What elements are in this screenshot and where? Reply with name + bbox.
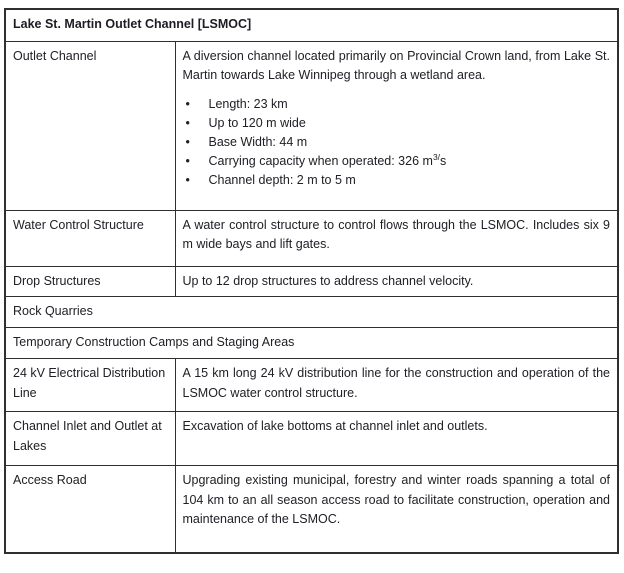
lsmoc-table	[4, 8, 619, 554]
outlet-channel-label: Outlet Channel	[5, 41, 175, 210]
electrical-line-description: A 15 km long 24 kV distribution line for the construction and operation of the LSMOC water control structure.	[182, 366, 610, 400]
water-control-label: Water Control Structure	[5, 210, 175, 266]
outlet-channel-description-cell	[175, 41, 618, 210]
access-road-description-cell	[175, 466, 618, 553]
water-control-description-cell	[175, 210, 618, 266]
bullet-base-width: • Base Width: 44 m	[183, 133, 611, 152]
row-outlet-channel	[5, 41, 618, 210]
row-electrical-distribution-line	[5, 359, 618, 412]
bullet-width: • Up to 120 m wide	[183, 114, 611, 133]
access-road-label: Access Road	[5, 466, 175, 553]
table-title: Lake St. Martin Outlet Channel [LSMOC]	[5, 9, 618, 41]
rock-quarries-label: Rock Quarries	[5, 297, 618, 328]
outlet-channel-bullet-list	[183, 95, 611, 190]
row-access-road	[5, 466, 618, 553]
drop-structures-description: Up to 12 drop structures to address channel velocity.	[182, 273, 474, 288]
electrical-line-label: 24 kV Electrical Distribution Line	[5, 359, 175, 412]
bullet-carrying-capacity	[183, 152, 611, 171]
row-temporary-camps	[5, 328, 618, 359]
access-road-description: Upgrading existing municipal, forestry and winter roads spanning a total of 104 km to an all season access road to facilitate construction, operation and maintenance of the LSMOC.	[182, 473, 610, 526]
capacity-text: Carrying capacity when operated: 326 m	[208, 153, 433, 168]
table-header-row	[5, 9, 618, 41]
inlet-outlet-description-cell	[175, 412, 618, 466]
outlet-channel-description: A diversion channel located primarily on Provincial Crown land, from Lake St. Martin towards Lake Winnipeg through a wetland area.	[182, 48, 610, 82]
row-channel-inlet-outlet	[5, 412, 618, 466]
drop-structures-label: Drop Structures	[5, 266, 175, 297]
inlet-outlet-label: Channel Inlet and Outlet at Lakes	[5, 412, 175, 466]
capacity-unit-suffix: s	[440, 153, 447, 168]
row-rock-quarries	[5, 297, 618, 328]
electrical-line-description-cell	[175, 359, 618, 412]
capacity-superscript: 3/	[432, 151, 441, 162]
bullet-channel-depth: • Channel depth: 2 m to 5 m	[183, 171, 611, 190]
drop-structures-description-cell	[175, 266, 618, 297]
water-control-description: A water control structure to control flows through the LSMOC. Includes six 9 m wide bays and lift gates.	[182, 217, 610, 251]
temporary-camps-label: Temporary Construction Camps and Staging Areas	[5, 328, 618, 359]
inlet-outlet-description: Excavation of lake bottoms at channel inlet and outlets.	[182, 419, 488, 433]
row-water-control-structure	[5, 210, 618, 266]
bullet-length: • Length: 23 km	[183, 95, 611, 114]
row-drop-structures	[5, 266, 618, 297]
